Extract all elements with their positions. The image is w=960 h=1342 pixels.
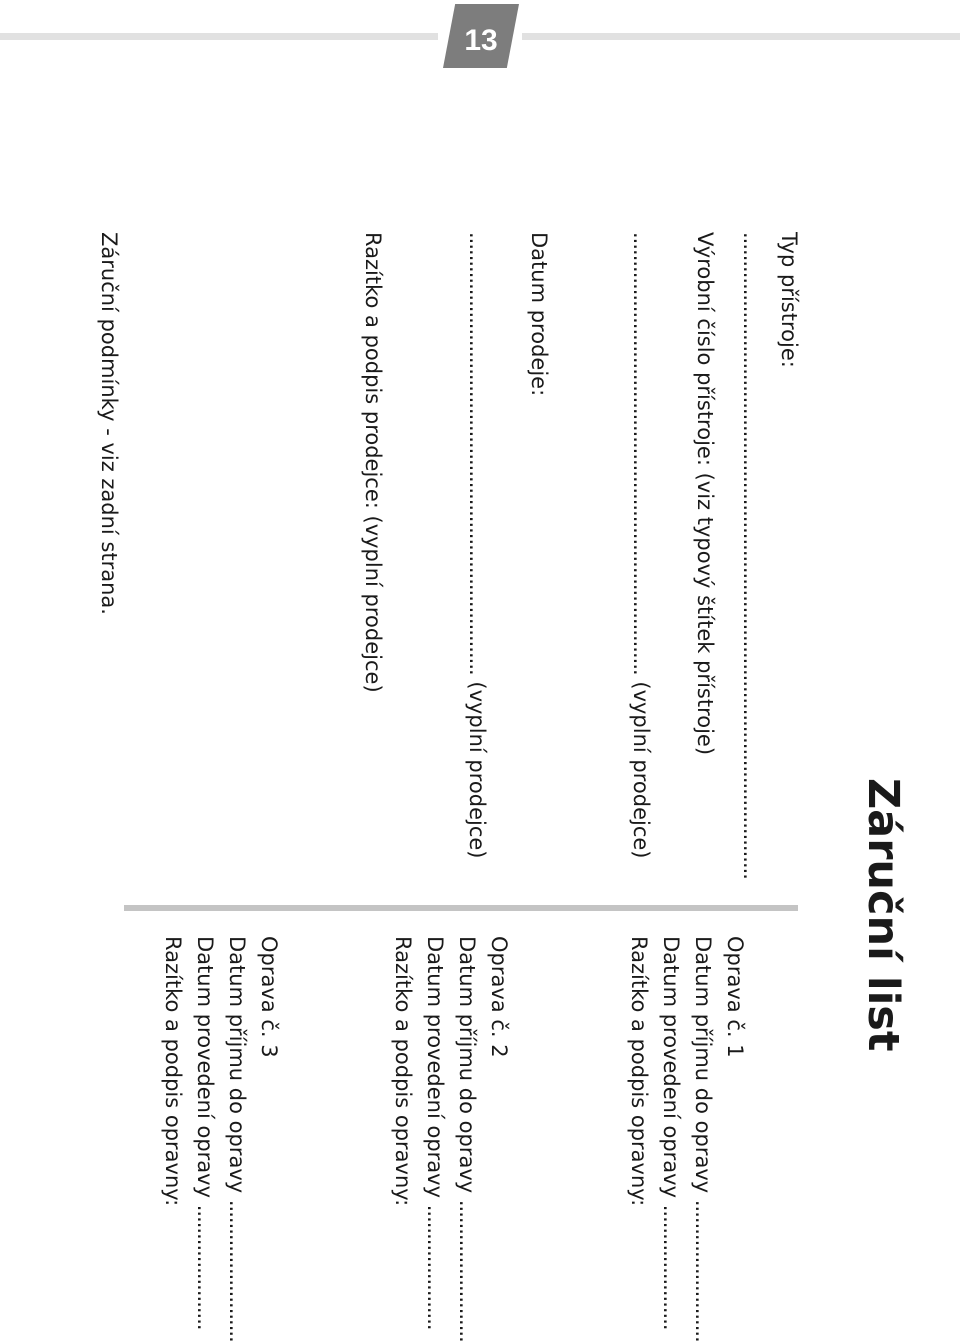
repair-completion-date[interactable]: Datum provedení opravy ...................... <box>659 936 683 1330</box>
repair-stamp-label: Razítko a podpis opravny: <box>161 936 185 1207</box>
sale-date-note: (vyplní prodejce) <box>465 681 489 859</box>
seller-stamp-label: Razítko a podpis prodejce: (vyplní prodejce) <box>361 232 385 693</box>
device-type-field[interactable]: .................................................................................................................. <box>739 232 763 879</box>
repair-completion-date[interactable]: Datum provedení opravy ...................... <box>423 936 447 1330</box>
warranty-conditions-note: Záruční podmínky - viz zadní strana. <box>97 232 121 615</box>
sale-date-label: Datum prodeje: <box>527 232 551 397</box>
repair-stamp-label: Razítko a podpis opravny: <box>627 936 651 1207</box>
page-number: 13 <box>464 24 498 57</box>
column-divider <box>124 905 798 911</box>
repair-heading: Oprava č. 1 <box>723 936 747 1058</box>
repair-stamp-label: Razítko a podpis opravny: <box>391 936 415 1207</box>
device-type-label: Typ přístroje: <box>777 232 801 368</box>
repair-heading: Oprava č. 3 <box>257 936 281 1058</box>
repair-intake-date[interactable]: Datum příjmu do opravy ......................... <box>691 936 715 1342</box>
serial-number-label: Výrobní číslo přístroje: (viz typový štítek přístroje) <box>693 232 717 756</box>
serial-number-field[interactable]: .............................................................................. (vyplní prodejce) <box>629 232 653 859</box>
serial-number-note: (vyplní prodejce) <box>629 681 653 859</box>
sale-date-field[interactable]: .............................................................................. (vyplní prodejce) <box>465 232 489 859</box>
repair-intake-date[interactable]: Datum příjmu do opravy ......................... <box>455 936 479 1342</box>
repair-heading: Oprava č. 2 <box>487 936 511 1058</box>
repair-intake-date[interactable]: Datum příjmu do opravy ......................... <box>225 936 249 1342</box>
page-title: Záruční list <box>858 778 908 1052</box>
repair-completion-date[interactable]: Datum provedení opravy ...................... <box>193 936 217 1330</box>
